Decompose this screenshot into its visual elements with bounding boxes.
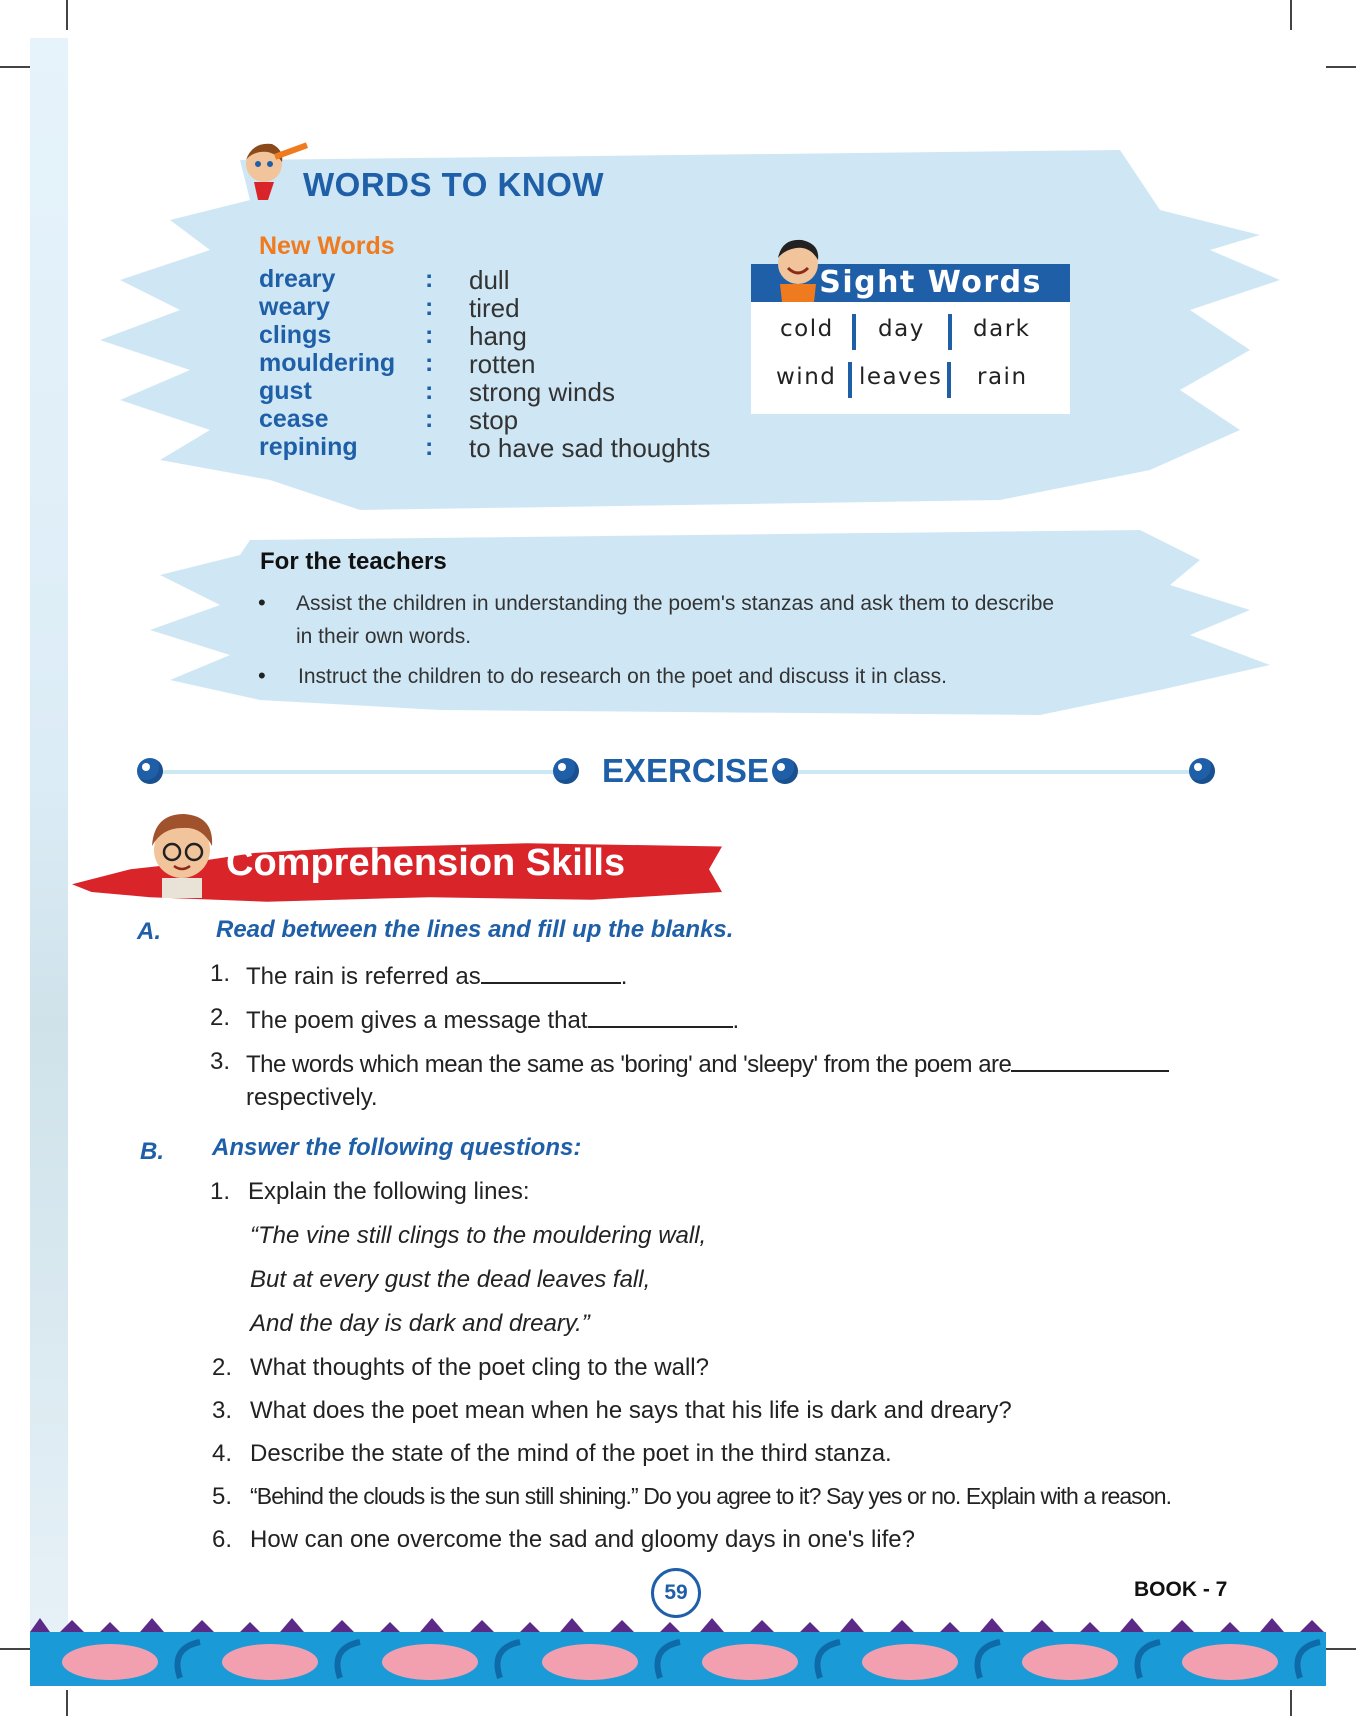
colon: : [425,293,434,321]
crop-mark [66,1690,68,1716]
divider [848,362,852,398]
question-number: 4. [212,1440,233,1467]
crop-mark [1326,66,1356,68]
exercise-title: EXERCISE [602,752,769,789]
word-row [259,293,779,321]
crop-mark [1290,0,1292,30]
question-number: 6. [212,1526,233,1553]
question-3-line-2: respectively. [246,1084,378,1111]
question-number: 1. [210,960,231,987]
answer-blank[interactable] [1011,1048,1169,1072]
word: clings [259,321,332,349]
colon: : [425,377,434,405]
meaning: to have sad thoughts [469,433,711,463]
quote-line: But at every gust the dead leaves fall, [250,1266,651,1293]
book-label: BOOK - 7 [1134,1578,1228,1601]
sight-word: day [878,316,925,342]
sight-word: cold [780,316,834,342]
question-text [246,1004,739,1035]
question-text: What thoughts of the poet cling to the wall? [250,1354,709,1381]
word: cease [259,405,329,433]
teacher-point-1-line-2: in their own words. [296,625,472,648]
left-decorative-strip [30,38,68,1678]
meaning: strong winds [469,377,615,407]
sight-word: leaves [859,364,943,390]
quote-line: And the day is dark and dreary.” [250,1310,590,1337]
crop-mark [1326,1648,1356,1650]
meaning: dull [469,265,510,295]
sight-word: rain [977,364,1028,390]
comprehension-skills-title: Comprehension Skills [226,842,626,884]
boy-pencil-mascot-icon [238,140,310,202]
footer-wave-decoration [30,1618,1326,1686]
dot-ornament [1189,758,1215,784]
crop-mark [66,0,68,30]
section-a-letter: A. [137,918,161,945]
question-text: “Behind the clouds is the sun still shining.” Do you agree to it? Say yes or no. Explain with a reason. [250,1483,1172,1509]
smiling-boy-mascot-icon [768,232,830,302]
question-end: . [732,1007,740,1034]
page-number: 59 [651,1568,701,1618]
new-words-heading: New Words [259,232,395,260]
word-row [259,265,779,293]
word-row [259,321,779,349]
colon: : [425,321,434,349]
answer-blank[interactable] [588,1004,733,1028]
question-text: What does the poet mean when he says that his life is dark and dreary? [250,1397,1012,1424]
word-row [259,405,779,433]
exercise-rule-right [790,770,1200,774]
question-number: 1. [210,1178,231,1205]
words-to-know-title: WORDS TO KNOW [303,166,605,203]
meaning: rotten [469,349,536,379]
teacher-point-1-line-1: Assist the children in understanding the poem's stanzas and ask them to describe [296,592,1055,615]
section-b-letter: B. [140,1138,164,1165]
word: mouldering [259,349,396,377]
question-end: . [620,963,628,990]
crop-mark [1290,1690,1292,1716]
section-a-title: Read between the lines and fill up the blanks. [216,916,734,943]
divider [948,314,952,350]
bullet: • [258,590,266,615]
dot-ornament [772,758,798,784]
question-text [246,960,627,991]
colon: : [425,405,434,433]
meaning: stop [469,405,519,435]
question-text [246,1048,1169,1079]
word: gust [259,377,312,405]
question-3-text: The words which mean the same as 'boring' and 'sleepy' from the poem are [246,1051,1012,1078]
word-row [259,349,779,377]
divider [947,362,951,398]
crop-mark [0,66,30,68]
word-row [259,433,779,461]
colon: : [425,265,434,293]
word: dreary [259,265,336,293]
sight-words-title: Sight Words [751,264,1070,302]
question-2-text: The poem gives a message that [246,1007,588,1034]
question-number: 3. [210,1048,231,1075]
sight-word: dark [973,316,1031,342]
word-row [259,377,779,405]
dot-ornament [553,758,579,784]
question-text: Describe the state of the mind of the poet in the third stanza. [250,1440,892,1467]
question-text: How can one overcome the sad and gloomy days in one's life? [250,1526,915,1553]
teachers-heading: For the teachers [260,548,447,575]
colon: : [425,433,434,461]
exercise-rule-left [150,770,560,774]
word: weary [259,293,330,321]
word: repining [259,433,358,461]
answer-blank[interactable] [481,960,621,984]
dot-ornament [137,758,163,784]
question-number: 3. [212,1397,233,1424]
section-b-title: Answer the following questions: [212,1134,582,1161]
girl-glasses-mascot-icon [140,806,226,898]
bullet: • [258,663,266,688]
meaning: tired [469,293,520,323]
question-number: 2. [212,1354,233,1381]
question-text: Explain the following lines: [248,1178,530,1205]
teacher-point-2: Instruct the children to do research on the poet and discuss it in class. [298,665,948,688]
crop-mark [0,1648,30,1650]
question-number: 5. [212,1483,233,1510]
meaning: hang [469,321,527,351]
question-number: 2. [210,1004,231,1031]
colon: : [425,349,434,377]
divider [852,314,856,350]
quote-line: “The vine still clings to the mouldering wall, [250,1222,707,1249]
sight-word: wind [776,364,837,390]
question-1-text: The rain is referred as [246,963,481,990]
